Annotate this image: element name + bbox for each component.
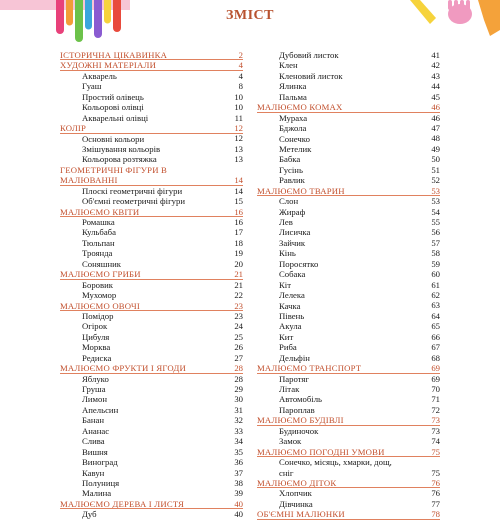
page-number: 10 [234, 91, 243, 102]
toc-section-heading [257, 415, 440, 425]
page-number: 26 [234, 342, 243, 353]
toc-entry [257, 154, 440, 164]
entry-title: Банан [82, 415, 104, 426]
toc-entry [60, 290, 243, 300]
entry-title: Автомобіль [279, 394, 322, 405]
toc-entry [257, 71, 440, 81]
page-number: 18 [234, 237, 243, 248]
page-number: 56 [431, 227, 440, 238]
toc-section-heading [257, 447, 440, 457]
entry-title: Равлик [279, 175, 305, 186]
toc-entry [257, 259, 440, 269]
page-number: 35 [234, 446, 243, 457]
page-number: 20 [234, 258, 243, 269]
toc-section-heading [60, 123, 243, 133]
page-number: 28 [234, 373, 243, 384]
entry-title: Дуб [82, 509, 97, 520]
page-number: 33 [234, 425, 243, 436]
toc-entry [60, 196, 243, 206]
toc-entry [257, 207, 440, 217]
page-number: 71 [431, 394, 440, 405]
entry-title: Кінь [279, 248, 296, 259]
page-number: 36 [234, 457, 243, 468]
entry-title: Хлопчик [279, 488, 312, 499]
page-number: 69 [431, 373, 440, 384]
section-title: МАЛЮЄМО ОВОЧІ [60, 300, 140, 311]
page-number: 8 [238, 81, 243, 92]
page-number: 13 [234, 154, 243, 165]
entry-title: Ромашка [82, 217, 115, 228]
entry-title: Пароплав [279, 404, 315, 415]
page-number: 16 [234, 206, 243, 217]
toc-entry [257, 342, 440, 352]
page-number: 48 [431, 133, 440, 144]
entry-title: Тюльпан [82, 237, 115, 248]
toc-entry [257, 123, 440, 133]
entry-title: Ялинка [279, 81, 307, 92]
section-title: ГЕОМЕТРИЧНІ ФІГУРИ В МАЛЮВАННІ [60, 164, 168, 186]
toc-entry [60, 436, 243, 446]
toc-entry [60, 457, 243, 467]
toc-entry [60, 447, 243, 457]
toc-section-heading [60, 60, 243, 70]
toc-section-heading [60, 499, 243, 509]
entry-title: Плоскі геометричні фігури [82, 185, 183, 196]
toc-entry [60, 102, 243, 112]
entry-title: Собака [279, 269, 306, 280]
page-number: 46 [431, 112, 440, 123]
toc-entry [257, 227, 440, 237]
toc-entry [257, 269, 440, 279]
entry-title: Зайчик [279, 237, 306, 248]
entry-title: Лев [279, 217, 293, 227]
entry-title: Кульбаба [82, 227, 116, 238]
section-title: КОЛІР [60, 123, 87, 134]
page-number: 63 [431, 300, 440, 311]
entry-title: Кіт [279, 279, 292, 290]
entry-title: Слон [279, 196, 299, 207]
toc-entry [60, 154, 243, 164]
page-number: 34 [234, 436, 243, 447]
entry-title: Акула [279, 321, 302, 332]
toc-entry [257, 217, 440, 227]
toc-entry [60, 426, 243, 436]
toc-section-heading [257, 186, 440, 196]
page-number: 42 [431, 60, 440, 71]
page-number: 2 [238, 49, 243, 60]
toc-entry [257, 321, 440, 331]
entry-title: Мухомор [82, 290, 117, 301]
entry-title: Кленовий листок [279, 70, 343, 81]
toc-entry [60, 144, 243, 154]
toc-section-heading [257, 102, 440, 112]
entry-title: Акварельні олівці [82, 112, 149, 123]
toc-right-column [257, 50, 440, 520]
toc-entry [60, 478, 243, 488]
page-number: 72 [431, 404, 440, 415]
page-number: 24 [234, 321, 243, 332]
entry-title: Качка [279, 300, 301, 311]
toc-entry [257, 311, 440, 321]
page-number: 25 [234, 331, 243, 342]
toc-section-heading [257, 363, 440, 373]
page-number: 55 [431, 216, 440, 227]
toc-entry [60, 238, 243, 248]
entry-title: Кит [279, 331, 294, 342]
toc-entry [60, 332, 243, 342]
toc-entry [257, 290, 440, 300]
page-number: 12 [234, 133, 243, 144]
toc-entry [257, 457, 440, 478]
section-title: ОБ'ЄМНІ МАЛЮНКИ [257, 509, 345, 520]
entry-title: Дельфін [279, 352, 310, 363]
entry-title: Простий олівець [82, 91, 144, 102]
toc-entry [257, 426, 440, 436]
entry-title: Пальма [279, 91, 307, 102]
toc-entry [60, 81, 243, 91]
page-number: 69 [431, 363, 440, 374]
page-number: 43 [431, 70, 440, 81]
entry-title: Клен [279, 60, 298, 71]
page-number: 47 [431, 123, 440, 134]
entry-title: Поросятко [279, 258, 319, 269]
page-number: 10 [234, 102, 243, 113]
toc-section-heading [60, 269, 243, 279]
entry-title: Об'ємні геометричні фігури [82, 196, 185, 207]
toc-entry [257, 50, 440, 60]
entry-title: Виноград [82, 457, 118, 468]
page-number: 37 [234, 467, 243, 478]
toc-entry [257, 113, 440, 123]
toc-entry [60, 468, 243, 478]
entry-title: Слива [82, 436, 105, 447]
entry-title: Полуниця [82, 477, 120, 488]
toc-section-heading [60, 165, 243, 186]
entry-title: Гуаш [82, 81, 102, 92]
page-number: 74 [431, 436, 440, 447]
section-title: МАЛЮЄМО БУДІВЛІ [257, 415, 344, 426]
toc-section-heading [60, 301, 243, 311]
page-number: 76 [431, 488, 440, 499]
entry-title: Лисичка [279, 227, 311, 238]
entry-title: Ананас [82, 425, 110, 436]
page-number: 21 [234, 269, 243, 280]
toc-entry [60, 280, 243, 290]
entry-title: Груша [82, 384, 106, 395]
entry-title: Редиска [82, 352, 112, 363]
page-number: 46 [431, 102, 440, 113]
toc-entry [257, 60, 440, 70]
entry-title: Вишня [82, 446, 108, 457]
page-number: 17 [234, 227, 243, 238]
toc-entry [60, 248, 243, 258]
entry-title: Кольорова розтяжка [82, 154, 157, 165]
toc-entry [257, 384, 440, 394]
toc-entry [257, 499, 440, 509]
page-number: 54 [431, 206, 440, 217]
toc-entry [257, 238, 440, 248]
page-number: 53 [431, 185, 440, 196]
page-number: 23 [234, 300, 243, 311]
toc-entry [257, 92, 440, 102]
toc-section-heading [60, 363, 243, 373]
page-number: 14 [234, 175, 243, 186]
page-number: 66 [431, 331, 440, 342]
page-number: 45 [431, 91, 440, 102]
entry-title: Сонечко [279, 133, 310, 144]
section-title: ІСТОРИЧНА ЦІКАВИНКА [60, 50, 168, 60]
section-title: МАЛЮЄМО ФРУКТИ І ЯГОДИ [60, 363, 187, 374]
page-number: 4 [238, 70, 243, 81]
page-number: 58 [431, 248, 440, 259]
toc-entry [257, 394, 440, 404]
page-number: 64 [431, 310, 440, 321]
entry-title: Боровик [82, 279, 113, 290]
entry-title: Дубовий листок [279, 50, 339, 60]
entry-title: Літак [279, 384, 300, 394]
page-number: 41 [431, 49, 440, 60]
toc-entry [60, 113, 243, 123]
section-title: МАЛЮЄМО ТРАНСПОРТ [257, 363, 362, 374]
page-number: 16 [234, 217, 243, 227]
section-title: ХУДОЖНІ МАТЕРІАЛИ [60, 60, 157, 71]
toc-entry [257, 134, 440, 144]
entry-title: Гусінь [279, 164, 303, 175]
toc-entry [60, 186, 243, 196]
toc-entry [257, 280, 440, 290]
entry-title: Замок [279, 436, 302, 447]
page-number: 40 [234, 509, 243, 520]
entry-title: Акварель [82, 70, 117, 81]
page-number: 38 [234, 477, 243, 488]
toc-entry [60, 134, 243, 144]
entry-title: Риба [279, 342, 297, 353]
entry-title: Помідор [82, 310, 114, 321]
toc-entry [60, 353, 243, 363]
toc-section-heading [257, 509, 440, 519]
entry-title: Малина [82, 488, 112, 499]
page-number: 39 [234, 488, 243, 499]
page-number: 44 [431, 81, 440, 92]
toc-entry [257, 405, 440, 415]
page-number: 53 [431, 196, 440, 207]
page-number: 50 [431, 154, 440, 165]
toc-entry [60, 374, 243, 384]
page-number: 40 [234, 498, 243, 509]
page-number: 75 [431, 467, 440, 478]
page-number: 49 [431, 143, 440, 154]
page-number: 73 [431, 425, 440, 436]
toc-entry [60, 227, 243, 237]
page-number: 59 [431, 258, 440, 269]
toc-entry [257, 353, 440, 363]
toc-section-heading [60, 50, 243, 60]
entry-title: Цибуля [82, 331, 110, 342]
entry-title: Жираф [279, 206, 306, 217]
toc-entry [60, 384, 243, 394]
page-number: 76 [431, 477, 440, 488]
entry-title: Троянда [82, 248, 113, 259]
entry-title: Соняшник [82, 258, 121, 269]
entry-title: Бабка [279, 154, 301, 165]
entry-title: Метелик [279, 143, 312, 154]
toc-entry [60, 394, 243, 404]
entry-title: Мураха [279, 112, 308, 123]
toc-entry [60, 321, 243, 331]
page-number: 29 [234, 384, 243, 394]
page-number: 77 [431, 498, 440, 509]
toc-section-heading [257, 478, 440, 488]
toc-entry [60, 342, 243, 352]
toc-entry [60, 405, 243, 415]
entry-title: Кавун [82, 467, 105, 478]
toc-entry [60, 71, 243, 81]
page-number: 68 [431, 352, 440, 363]
toc-entry [60, 217, 243, 227]
entry-title: Лимон [82, 394, 108, 405]
page-number: 70 [431, 383, 440, 394]
entry-title: Дівчинка [279, 498, 313, 509]
section-title: МАЛЮЄМО ГРИБИ [60, 269, 141, 280]
section-title: МАЛЮЄМО ПОГОДНІ УМОВИ [257, 446, 385, 457]
page-number: 61 [431, 279, 440, 290]
page-number: 67 [431, 342, 440, 353]
entry-title: Змішування кольорів [82, 143, 161, 154]
page-number: 31 [234, 404, 243, 415]
entry-title: Огірок [82, 321, 108, 332]
entry-title: Основні кольори [82, 133, 145, 144]
toc-entry [257, 332, 440, 342]
toc-entry [60, 92, 243, 102]
page-number: 23 [234, 310, 243, 321]
toc-entry [257, 488, 440, 498]
toc-entry [257, 374, 440, 384]
page-number: 60 [431, 269, 440, 280]
toc-entry [257, 175, 440, 185]
entry-title: Морква [82, 342, 111, 353]
toc-entry [257, 436, 440, 446]
entry-title: Кольорові олівці [82, 102, 144, 113]
section-title: МАЛЮЄМО ДЕРЕВА І ЛИСТЯ [60, 498, 184, 509]
page-number: 12 [234, 123, 243, 134]
entry-title: Сонечко, місяць, хмарки, дощ, сніг [279, 457, 392, 478]
toc-entry [257, 165, 440, 175]
page-number: 15 [234, 196, 243, 207]
toc-entry [257, 301, 440, 311]
entry-title: Будиночок [279, 425, 319, 436]
page-title: ЗМІСТ [226, 8, 274, 23]
toc-entry [60, 311, 243, 321]
page-number: 30 [234, 394, 243, 405]
page-number: 78 [431, 509, 440, 520]
page-number: 13 [234, 143, 243, 154]
entry-title: Паротяг [279, 373, 309, 384]
toc-entry [257, 81, 440, 91]
page-number: 62 [431, 290, 440, 301]
page-number: 27 [234, 352, 243, 363]
page-number: 28 [234, 363, 243, 374]
page-number: 52 [431, 175, 440, 186]
page-number: 4 [238, 60, 243, 71]
page-number: 51 [431, 164, 440, 175]
toc-entry [60, 259, 243, 269]
entry-title: Лелека [279, 290, 305, 301]
page-number: 73 [431, 415, 440, 426]
toc-entry [257, 248, 440, 258]
page-number: 75 [431, 446, 440, 457]
toc-entry [60, 415, 243, 425]
section-title: МАЛЮЄМО ТВАРИН [257, 185, 345, 196]
toc-section-heading [60, 207, 243, 217]
toc-entry [257, 144, 440, 154]
entry-title: Яблуко [82, 373, 109, 384]
page-number: 57 [431, 237, 440, 248]
page-number: 19 [234, 248, 243, 259]
section-title: МАЛЮЄМО КВІТИ [60, 206, 140, 217]
section-title: МАЛЮЄМО КОМАХ [257, 102, 343, 113]
page-number: 32 [234, 415, 243, 426]
entry-title: Апельсин [82, 404, 119, 415]
toc-entry [257, 196, 440, 206]
entry-title: Бджола [279, 123, 307, 134]
section-title: МАЛЮЄМО ДІТОК [257, 477, 337, 488]
page-number: 21 [234, 279, 243, 290]
toc-entry [60, 509, 243, 519]
toc-entry [60, 488, 243, 498]
page-number: 11 [234, 112, 243, 123]
page-number: 22 [234, 290, 243, 301]
entry-title: Півень [279, 310, 305, 321]
page-number: 65 [431, 321, 440, 332]
toc-left-column [60, 50, 243, 520]
page-number: 14 [234, 185, 243, 196]
